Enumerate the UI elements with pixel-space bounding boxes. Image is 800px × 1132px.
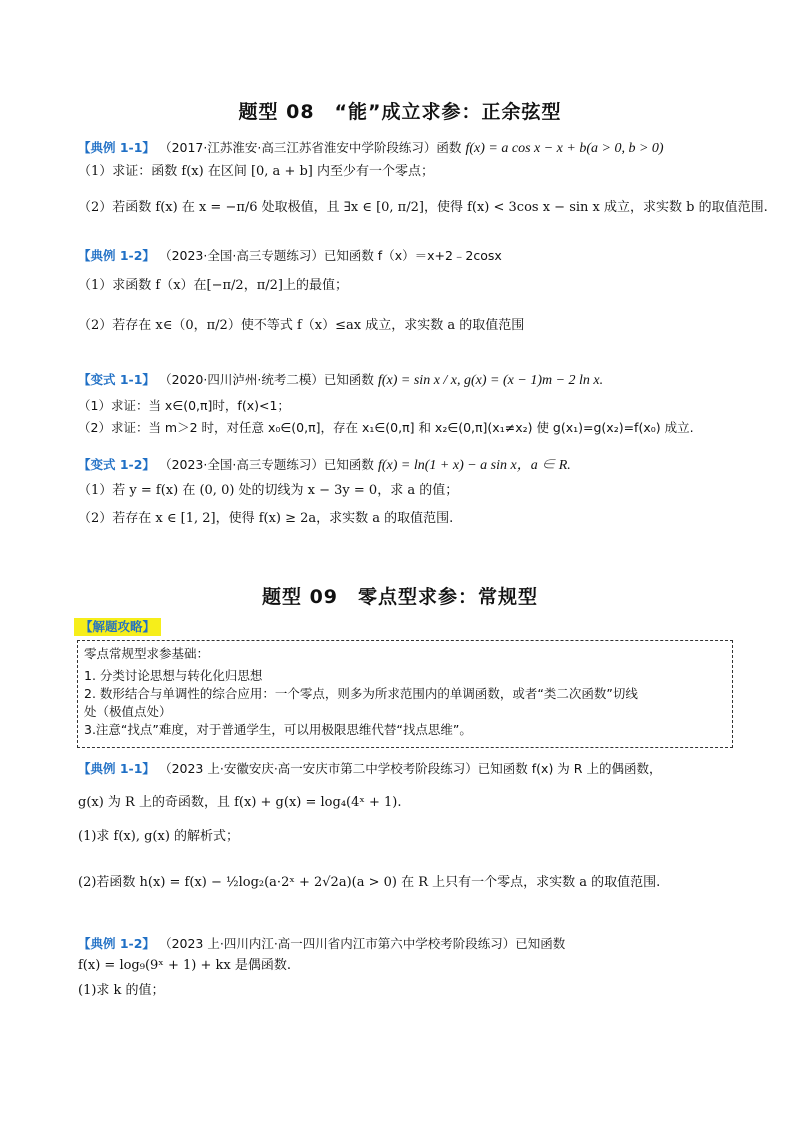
- tip-line: 处（极值点处）: [84, 704, 172, 719]
- function-formula: f(x) = a cos x − x + b(a > 0, b > 0): [465, 141, 664, 156]
- variant-tag: 【变式 1-1】: [78, 372, 155, 387]
- example-2-2-header: [78, 935, 565, 954]
- example-2-1-header: [78, 760, 661, 779]
- tip-line: 2. 数形结合与单调性的综合应用：一个零点，则多为所求范围内的单调函数，或者“类二次函数”切线: [84, 686, 638, 701]
- example-1-1-part2: （2）若函数 f(x) 在 x = −π/6 处取极值，且 ∃x ∈ [0, π/2]，使得 f(x) < 3cos x − sin x 成立，求实数 b 的取值范围.: [78, 200, 768, 215]
- example-source: （2023 上·安徽安庆·高一安庆市第二中学校考阶段练习）已知函数 f(x) 为 R 上的偶函数，: [159, 761, 662, 776]
- example-2-2-line2: f(x) = log₉(9ˣ + 1) + kx 是偶函数.: [78, 958, 291, 973]
- variant-1-2-part1: （1）若 y = f(x) 在 (0, 0) 处的切线为 x − 3y = 0，求 a 的值；: [78, 483, 459, 498]
- example-2-1-part2: (2)若函数 h(x) = f(x) − ½log₂(a·2ˣ + 2√2a)(a > 0) 在 R 上只有一个零点，求实数 a 的取值范围.: [78, 875, 661, 890]
- tip-line: 3.注意“找点”难度，对于普通学生，可以用极限思维代替“找点思维”。: [84, 722, 472, 737]
- example-source: （2023 上·四川内江·高一四川省内江市第六中学校考阶段练习）已知函数: [159, 936, 566, 951]
- variant-source: （2020·四川泸州·统考二模）已知函数: [159, 372, 374, 387]
- example-2-2-part1: (1)求 k 的值；: [78, 983, 165, 998]
- variant-1-1-part1: （1）求证：当 x∈(0,π]时，f(x)<1；: [78, 398, 290, 413]
- variant-tag: 【变式 1-2】: [78, 457, 155, 472]
- section-title-08: 题型 08 “能”成立求参：正余弦型: [238, 101, 562, 123]
- example-1-2-header: [78, 247, 502, 266]
- variant-source: （2023·全国·高三专题练习）已知函数: [159, 457, 374, 472]
- example-1-1-part1: （1）求证：函数 f(x) 在区间 [0, a + b] 内至少有一个零点；: [78, 164, 434, 179]
- example-tag: 【典例 1-1】: [78, 140, 155, 155]
- function-formula: f(x) = sin x / x, g(x) = (x − 1)m − 2 ln x.: [377, 373, 604, 388]
- example-1-2-part1: （1）求函数 f（x）在[−π/2，π/2]上的最值；: [78, 278, 348, 293]
- solution-strategy-label: 【解题攻略】: [74, 618, 161, 636]
- example-2-1-line2: g(x) 为 R 上的奇函数，且 f(x) + g(x) = log₄(4ˣ + 1).: [78, 795, 402, 810]
- variant-1-2-part2: （2）若存在 x ∈ [1, 2]，使得 f(x) ≥ 2a，求实数 a 的取值范围.: [78, 511, 454, 526]
- example-tag: 【典例 1-2】: [78, 248, 155, 263]
- example-tag: 【典例 1-2】: [78, 936, 155, 951]
- variant-1-1-header: [78, 371, 603, 390]
- example-1-1-header: [78, 139, 664, 158]
- tip-line: 零点常规型求参基础：: [84, 646, 210, 661]
- example-tag: 【典例 1-1】: [78, 761, 155, 776]
- example-source: （2023·全国·高三专题练习）已知函数 f（x）＝x+2﹣2cosx: [159, 248, 502, 263]
- function-formula: f(x) = ln(1 + x) − a sin x，a ∈ R.: [377, 458, 571, 473]
- section-title-09: 题型 09 零点型求参：常规型: [261, 586, 539, 608]
- example-source: （2017·江苏淮安·高三江苏省淮安中学阶段练习）函数: [159, 140, 462, 155]
- tip-line: 1. 分类讨论思想与转化化归思想: [84, 668, 263, 683]
- variant-1-2-header: [78, 456, 571, 475]
- example-1-2-part2: （2）若存在 x∈（0，π/2）使不等式 f（x）≤ax 成立，求实数 a 的取值范围: [78, 318, 525, 333]
- example-2-1-part1: (1)求 f(x), g(x) 的解析式；: [78, 829, 240, 844]
- variant-1-1-part2: （2）求证：当 m＞2 时，对任意 x₀∈(0,π]，存在 x₁∈(0,π] 和 x₂∈(0,π](x₁≠x₂) 使 g(x₁)=g(x₂)=f(x₀) 成立.: [78, 420, 694, 435]
